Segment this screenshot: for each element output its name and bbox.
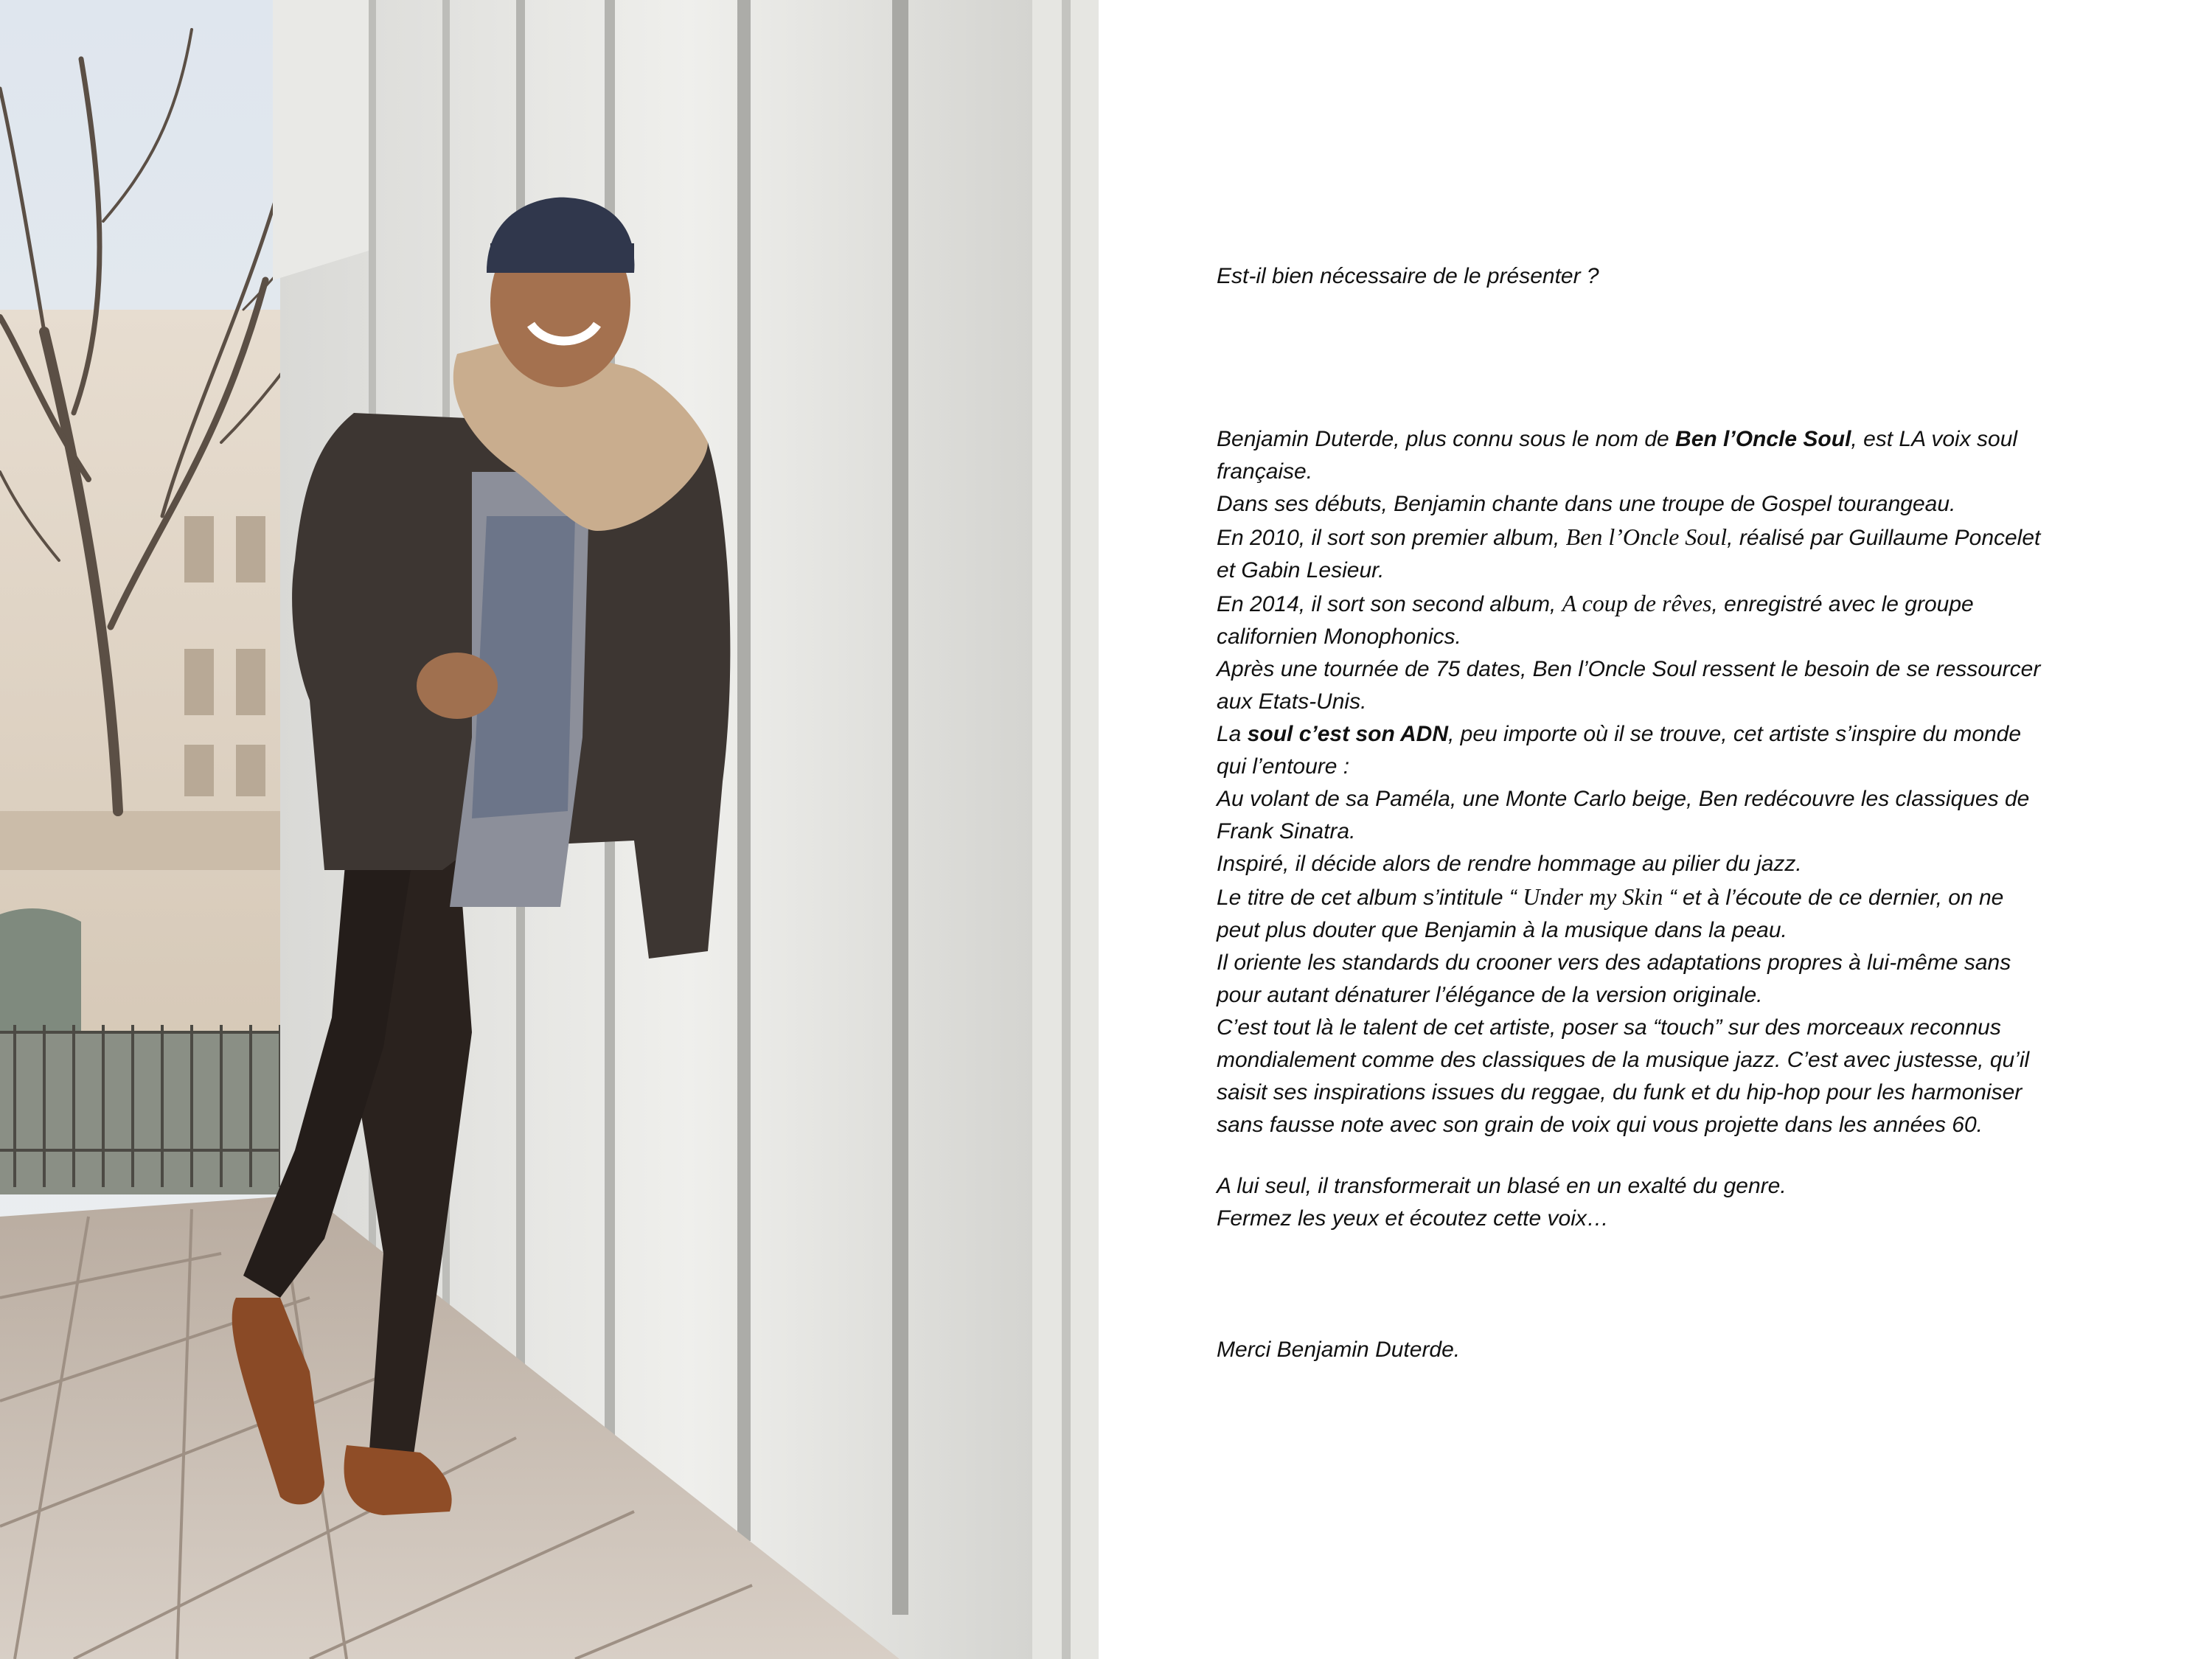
portrait-illustration — [0, 0, 1099, 1659]
body-line-16: peut plus douter que Benjamin à la musique dans la peau. — [1217, 918, 1787, 942]
body-line-21: saisit ses inspirations issues du reggae, du funk et du hip-hop pour les harmoniser — [1217, 1080, 2023, 1105]
body-line-18: pour autant dénaturer l’élégance de la version originale. — [1217, 983, 1763, 1007]
body-line-19: C’est tout là le talent de cet artiste, poser sa “touch” sur des morceaux reconnus — [1217, 1015, 2001, 1040]
body-line-5: et Gabin Lesieur. — [1217, 558, 1385, 582]
album-title-3: Under my Skin — [1523, 883, 1663, 910]
body-line-10: La soul c’est son ADN, peu importe où il se trouve, cet artiste s’inspire du monde — [1217, 722, 2022, 746]
artist-name: Ben l’Oncle Soul — [1675, 427, 1851, 451]
body-line-13: Frank Sinatra. — [1217, 819, 1356, 844]
closing-line-2: Fermez les yeux et écoutez cette voix… — [1217, 1206, 1609, 1231]
body-line-14: Inspiré, il décide alors de rendre hommage au pilier du jazz. — [1217, 852, 1802, 876]
body-line-9: aux Etats-Unis. — [1217, 689, 1367, 714]
body-line-22: sans fausse note avec son grain de voix qui vous projette dans les années 60. — [1217, 1113, 1983, 1137]
body-line-20: mondialement comme des classiques de la musique jazz. C’est avec justesse, qu’il — [1217, 1048, 2030, 1072]
emphasis-soul-adn: soul c’est son ADN — [1247, 722, 1448, 746]
body-line-2: française. — [1217, 459, 1313, 484]
body-line-3: Dans ses débuts, Benjamin chante dans une troupe de Gospel tourangeau. — [1217, 492, 1956, 516]
body-line-15: Le titre de cet album s’intitule “ Under my Skin “ et à l’écoute de ce dernier, on ne — [1217, 883, 2004, 910]
body-line-11: qui l’entoure : — [1217, 754, 1350, 779]
body-line-6: En 2014, il sort son second album, A coup de rêves, enregistré avec le groupe — [1217, 590, 1974, 616]
intro-line: Est-il bien nécessaire de le présenter ? — [1217, 264, 1599, 288]
body-line-4: En 2010, il sort son premier album, Ben l’Oncle Soul, réalisé par Guillaume Poncelet — [1217, 524, 2041, 550]
body-line-7: californien Monophonics. — [1217, 625, 1461, 649]
article-body — [1217, 423, 2131, 1141]
thanks-line: Merci Benjamin Duterde. — [1217, 1338, 1461, 1362]
body-line-12: Au volant de sa Paméla, une Monte Carlo beige, Ben redécouvre les classiques de — [1217, 787, 2030, 811]
closing-line-1: A lui seul, il transformerait un blasé en un exalté du genre. — [1217, 1174, 1787, 1198]
article-text — [1217, 0, 2131, 1659]
closing-paragraph — [1217, 1170, 2131, 1235]
body-line-1: Benjamin Duterde, plus connu sous le nom de Ben l’Oncle Soul, est LA voix soul — [1217, 427, 2018, 451]
body-line-17: Il oriente les standards du crooner vers des adaptations propres à lui-même sans — [1217, 950, 2011, 975]
portrait-photo — [0, 0, 1099, 1659]
album-title-1: Ben l’Oncle Soul — [1565, 524, 1728, 550]
album-title-2: A coup de rêves — [1562, 590, 1712, 616]
body-line-8: Après une tournée de 75 dates, Ben l’Oncle Soul ressent le besoin de se ressourcer — [1217, 657, 2041, 681]
